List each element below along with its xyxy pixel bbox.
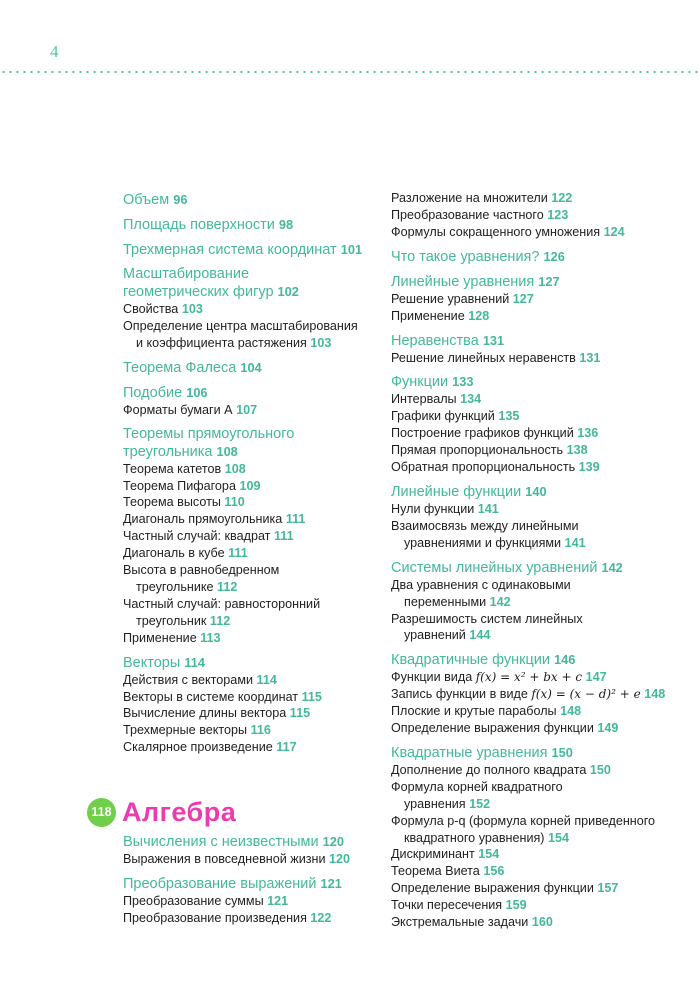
toc-page-number: 156: [483, 864, 505, 879]
algebra-chapter-heading: [87, 796, 236, 828]
toc-text: Высота в равнобедренном: [123, 563, 280, 578]
toc-line: [391, 248, 691, 266]
toc-text: Трехмерная система координат: [123, 242, 341, 258]
toc-text: Разрешимость систем линейных: [391, 611, 583, 626]
toc-text: Теорема катетов: [123, 461, 225, 476]
toc-page-number: 114: [256, 672, 277, 687]
toc-line: [123, 301, 428, 318]
toc-line: [123, 478, 428, 495]
toc-page-number: 141: [564, 535, 586, 550]
toc-text: Объем: [123, 192, 174, 208]
toc-entry: [391, 720, 691, 737]
toc-text: Формула p-q (формула корней приведенного: [391, 813, 656, 828]
toc-section: [123, 191, 428, 209]
toc-text: Формулы сокращенного умножения: [391, 224, 604, 239]
toc-line: [391, 744, 691, 762]
toc-page-number: 154: [478, 847, 500, 862]
toc-text: Решение уравнений: [391, 291, 513, 306]
toc-text: Формула корней квадратного: [391, 779, 563, 794]
toc-line: [391, 425, 691, 442]
toc-page-number: 136: [577, 426, 599, 441]
toc-page-number: 131: [482, 332, 505, 348]
toc-text: Подобие: [123, 384, 187, 401]
toc-line: [391, 813, 691, 830]
toc-text: Квадратичные функции: [391, 652, 555, 669]
toc-text: Преобразование частного: [391, 207, 548, 222]
toc-entry: [123, 851, 428, 868]
toc-page-number: 138: [566, 443, 588, 458]
toc-line: [123, 654, 428, 672]
toc-line: [123, 191, 428, 209]
toc-line: [391, 459, 691, 476]
toc-line: [123, 402, 428, 419]
toc-entry: [391, 779, 691, 813]
toc-page-number: 149: [597, 721, 619, 736]
toc-line: [123, 910, 428, 927]
toc-page-number: 103: [310, 335, 332, 350]
toc-section: [123, 833, 428, 851]
toc-page-number: 152: [469, 796, 491, 811]
toc-page-number: 108: [224, 461, 246, 476]
toc-page-number: 115: [289, 706, 311, 721]
toc-page-number: 108: [216, 443, 238, 459]
toc-page-number: 131: [579, 350, 601, 365]
algebra-page-badge: 118: [87, 798, 116, 827]
toc-entry: [391, 291, 691, 308]
toc-entry: [391, 308, 691, 325]
toc-text: квадратного уравнения): [404, 830, 549, 845]
toc-text: Выражения в повседневной жизни: [123, 852, 329, 866]
toc-page-number: 114: [184, 654, 205, 670]
toc-line: [391, 373, 691, 391]
toc-line: [391, 796, 691, 813]
toc-page-number: 139: [578, 460, 600, 475]
toc-text: Диагональ прямоугольника: [123, 512, 286, 527]
toc-line: [123, 283, 428, 301]
toc-page-number: 115: [301, 689, 322, 704]
toc-line: [123, 579, 428, 596]
toc-page-number: 134: [460, 392, 482, 407]
toc-line: [123, 335, 428, 352]
toc-line: [391, 779, 691, 796]
toc-entry: [123, 511, 428, 528]
toc-entry: [123, 630, 428, 647]
toc-page-number: 157: [597, 881, 619, 896]
toc-page-number: 127: [538, 273, 560, 289]
toc-text: Построение графиков функций: [391, 426, 578, 441]
toc-page-number: 135: [498, 409, 520, 424]
toc-text: Функции вида: [391, 670, 476, 685]
toc-entry: [123, 910, 428, 927]
toc-page-number: 111: [228, 546, 248, 561]
toc-text: Дополнение до полного квадрата: [391, 762, 590, 777]
toc-section: [123, 241, 428, 259]
toc-line: [391, 442, 691, 459]
toc-section: [123, 875, 428, 893]
toc-line: [123, 359, 428, 377]
toc-entry: [391, 669, 691, 686]
toc-line: [123, 241, 428, 259]
toc-text: Форматы бумаги А: [123, 402, 237, 417]
toc-text: Интервалы: [391, 392, 461, 407]
toc-section: [123, 266, 428, 301]
toc-page-number: 141: [477, 501, 499, 516]
toc-text: Трехмерные векторы: [123, 723, 251, 738]
toc-page-number: 117: [276, 740, 297, 755]
toc-entry: [391, 703, 691, 720]
toc-text: Масштабирование: [123, 266, 250, 282]
toc-line: [391, 291, 691, 308]
toc-line: [123, 461, 428, 478]
toc-line: [123, 545, 428, 562]
toc-page-number: 147: [585, 670, 607, 685]
toc-text: Определение выражения функции: [391, 721, 598, 736]
toc-entry: [123, 545, 428, 562]
toc-text: треугольнике: [136, 579, 218, 594]
toc-page-number: 101: [340, 242, 363, 257]
toc-line: [391, 611, 691, 628]
toc-formula: f(x) = x² + bx + c: [475, 670, 583, 685]
toc-text: геометрических фигур: [123, 284, 278, 300]
toc-line: [391, 224, 691, 241]
toc-page-number: 124: [603, 224, 625, 239]
toc-page-number: 110: [224, 495, 245, 510]
toc-line: [391, 332, 691, 350]
toc-text: Неравенства: [391, 332, 483, 349]
toc-entry: [123, 318, 428, 352]
toc-entry: [123, 596, 428, 630]
toc-entry: [123, 722, 428, 739]
toc-line: [123, 511, 428, 528]
toc-text: Нули функции: [391, 501, 478, 516]
toc-entry: [391, 207, 691, 224]
toc-line: [391, 308, 691, 325]
toc-text: Два уравнения с одинаковыми: [391, 577, 571, 592]
toc-entry: [391, 350, 691, 367]
toc-page-number: 122: [551, 191, 573, 205]
toc-section: [391, 651, 691, 669]
toc-line: [391, 559, 691, 577]
toc-text: Функции: [391, 374, 453, 391]
toc-text: Вычисление длины вектора: [123, 706, 290, 721]
dotted-divider: [0, 71, 700, 73]
toc-entry: [123, 478, 428, 495]
toc-text: Диагональ в кубе: [123, 546, 229, 561]
toc-entry: [391, 846, 691, 863]
toc-text: Свойства: [123, 302, 182, 316]
toc-line: [123, 318, 428, 335]
toc-line: [123, 875, 428, 893]
toc-text: Системы линейных уравнений: [391, 559, 602, 576]
toc-column-algebra: [123, 833, 428, 927]
toc-text: уравнениями и функциями: [404, 535, 565, 550]
toc-text: Линейные уравнения: [391, 273, 539, 290]
toc-text: Применение: [123, 630, 201, 645]
toc-text: Обратная пропорциональность: [391, 460, 579, 475]
toc-text: Определение выражения функции: [391, 881, 598, 896]
toc-text: Экстремальные задачи: [391, 915, 532, 930]
toc-line: [391, 594, 691, 611]
toc-line: [391, 703, 691, 720]
toc-section: [391, 744, 691, 762]
toc-text: Частный случай: равносторонний: [123, 596, 321, 611]
toc-line: [391, 408, 691, 425]
toc-text: Линейные функции: [391, 483, 526, 500]
toc-entry: [391, 518, 691, 552]
toc-text: Теорема Фалеса: [123, 359, 241, 376]
toc-page-number: 102: [277, 284, 299, 299]
toc-line: [391, 863, 691, 880]
toc-entry: [391, 611, 691, 645]
toc-entry: [391, 459, 691, 476]
toc-page-number: 120: [322, 834, 344, 849]
toc-line: [391, 880, 691, 897]
toc-entry: [123, 461, 428, 478]
toc-column-right: [391, 190, 691, 931]
algebra-title: Алгебра: [122, 796, 237, 827]
toc-entry: [123, 893, 428, 910]
toc-text: Точки пересечения: [391, 898, 506, 913]
toc-line: [123, 893, 428, 910]
page-number: 4: [50, 42, 59, 61]
toc-page-number: 128: [468, 308, 490, 323]
toc-line: [391, 762, 691, 779]
toc-page-number: 121: [267, 893, 289, 908]
toc-page-number: 122: [310, 910, 332, 925]
toc-text: Преобразование выражений: [123, 875, 321, 892]
toc-text: Преобразование произведения: [123, 910, 311, 925]
toc-text: треугольника: [123, 443, 217, 460]
toc-page-number: 148: [560, 704, 582, 719]
toc-line: [391, 391, 691, 408]
toc-line: [123, 739, 428, 756]
toc-page-number: 146: [554, 652, 576, 668]
toc-line: [123, 216, 428, 234]
toc-page-number: 116: [250, 723, 271, 738]
toc-section: [391, 273, 691, 291]
toc-page-number: 113: [200, 630, 221, 645]
toc-page-number: 127: [512, 291, 534, 306]
toc-text: Квадратные уравнения: [391, 744, 552, 761]
toc-line: [123, 528, 428, 545]
toc-page-number: 142: [489, 594, 511, 609]
toc-text: уравнения: [404, 796, 470, 811]
toc-line: [391, 273, 691, 291]
toc-text: уравнений: [404, 628, 470, 643]
toc-line: [391, 686, 691, 703]
toc-page-number: 140: [525, 483, 547, 499]
toc-text: Запись функции в виде: [391, 687, 532, 702]
toc-entry: [391, 914, 691, 931]
toc-text: Векторы: [123, 654, 185, 671]
toc-text: Прямая пропорциональность: [391, 443, 567, 458]
toc-entry: [391, 762, 691, 779]
toc-line: [123, 851, 428, 868]
toc-entry: [391, 425, 691, 442]
toc-entry: [391, 880, 691, 897]
toc-entry: [123, 672, 428, 689]
toc-entry: [391, 897, 691, 914]
toc-page-number: 123: [547, 207, 569, 222]
toc-line: [391, 627, 691, 644]
toc-column-left: [123, 191, 428, 756]
toc-line: [391, 350, 691, 367]
toc-line: [123, 384, 428, 402]
toc-line: [391, 577, 691, 594]
toc-section: [123, 654, 428, 672]
toc-line: [391, 190, 691, 207]
toc-page-number: 142: [601, 559, 623, 575]
toc-line: [123, 426, 428, 443]
toc-page-number: 111: [273, 529, 294, 544]
toc-page-number: 103: [181, 302, 203, 316]
toc-page-number: 148: [644, 687, 666, 702]
toc-text: и коэффициента растяжения: [136, 335, 311, 350]
toc-text: переменными: [404, 594, 490, 609]
toc-line: [391, 914, 691, 931]
toc-page-number: 160: [531, 915, 553, 930]
toc-page-number: 109: [239, 478, 261, 493]
toc-entry: [391, 577, 691, 611]
toc-line: [123, 689, 428, 706]
toc-page-number: 112: [217, 579, 238, 594]
toc-entry: [391, 408, 691, 425]
toc-page-number: 121: [320, 875, 342, 891]
toc-page-number: 107: [236, 402, 258, 417]
toc-text: Определение центра масштабирования: [123, 318, 358, 333]
toc-page-number: 96: [173, 192, 188, 207]
toc-line: [123, 672, 428, 689]
toc-line: [391, 501, 691, 518]
toc-text: Преобразование суммы: [123, 893, 268, 908]
toc-text: Решение линейных неравенств: [391, 350, 580, 365]
toc-entry: [123, 301, 428, 318]
toc-text: Частный случай: квадрат: [123, 529, 274, 544]
toc-entry: [123, 562, 428, 596]
toc-text: треугольник: [136, 613, 210, 628]
toc-text: Действия с векторами: [123, 672, 257, 687]
toc-line: [391, 535, 691, 552]
toc-entry: [391, 190, 691, 207]
toc-page-number: 159: [505, 898, 527, 913]
toc-section: [123, 359, 428, 377]
toc-section: [123, 384, 428, 402]
toc-entry: [391, 813, 691, 847]
toc-line: [123, 705, 428, 722]
toc-entry: [391, 391, 691, 408]
toc-entry: [123, 689, 428, 706]
toc-section: [123, 426, 428, 461]
toc-text: Теоремы прямоугольного: [123, 425, 295, 442]
toc-text: Теорема высоты: [123, 495, 225, 510]
toc-text: Векторы в системе координат: [123, 689, 302, 704]
toc-line: [123, 562, 428, 579]
toc-line: [123, 722, 428, 739]
toc-page-number: 98: [278, 217, 294, 232]
toc-line: [391, 846, 691, 863]
toc-page-number: 150: [551, 744, 573, 760]
toc-text: Взаимосвязь между линейными: [391, 518, 579, 533]
toc-entry: [391, 224, 691, 241]
toc-line: [123, 833, 428, 851]
toc-page-number: 154: [548, 830, 570, 845]
toc-text: Разложение на множители: [391, 191, 552, 205]
toc-page-number: 111: [285, 512, 306, 527]
toc-entry: [123, 528, 428, 545]
toc-text: Площадь поверхности: [123, 217, 279, 233]
toc-line: [123, 630, 428, 647]
toc-line: [391, 483, 691, 501]
toc-line: [391, 651, 691, 669]
toc-entry: [123, 739, 428, 756]
toc-text: Теорема Пифагора: [123, 478, 240, 493]
toc-entry: [391, 686, 691, 703]
toc-line: [123, 596, 428, 613]
toc-entry: [123, 494, 428, 511]
toc-page-number: 144: [469, 628, 491, 643]
toc-entry: [123, 402, 428, 419]
toc-section: [391, 559, 691, 577]
toc-entry: [123, 705, 428, 722]
toc-text: Скалярное произведение: [123, 740, 277, 755]
toc-line: [391, 669, 691, 686]
toc-line: [123, 613, 428, 630]
toc-line: [123, 443, 428, 461]
toc-text: Что такое уравнения?: [391, 248, 544, 265]
toc-page-number: 126: [543, 248, 565, 264]
toc-text: Дискриминант: [391, 847, 479, 862]
toc-line: [123, 266, 428, 283]
toc-text: Плоские и крутые параболы: [391, 704, 561, 719]
toc-page-number: 104: [240, 359, 262, 375]
toc-page-number: 106: [186, 384, 208, 400]
toc-section: [123, 216, 428, 234]
toc-page-number: 133: [452, 374, 474, 390]
toc-text: Теорема Виета: [391, 864, 484, 879]
toc-text: Графики функций: [391, 409, 499, 424]
toc-line: [391, 518, 691, 535]
toc-formula: f(x) = (x − d)² + e: [531, 687, 641, 702]
toc-line: [391, 720, 691, 737]
toc-page-number: 112: [209, 613, 231, 628]
toc-section: [391, 373, 691, 391]
toc-page-number: 150: [589, 762, 611, 777]
toc-section: [391, 483, 691, 501]
toc-section: [391, 332, 691, 350]
toc-line: [391, 830, 691, 847]
toc-text: Вычисления с неизвестными: [123, 834, 323, 850]
toc-section: [391, 248, 691, 266]
toc-line: [391, 897, 691, 914]
toc-entry: [391, 442, 691, 459]
toc-entry: [391, 863, 691, 880]
toc-text: Применение: [391, 308, 469, 323]
toc-line: [123, 494, 428, 511]
toc-line: [391, 207, 691, 224]
toc-page-number: 120: [329, 852, 351, 866]
toc-entry: [391, 501, 691, 518]
